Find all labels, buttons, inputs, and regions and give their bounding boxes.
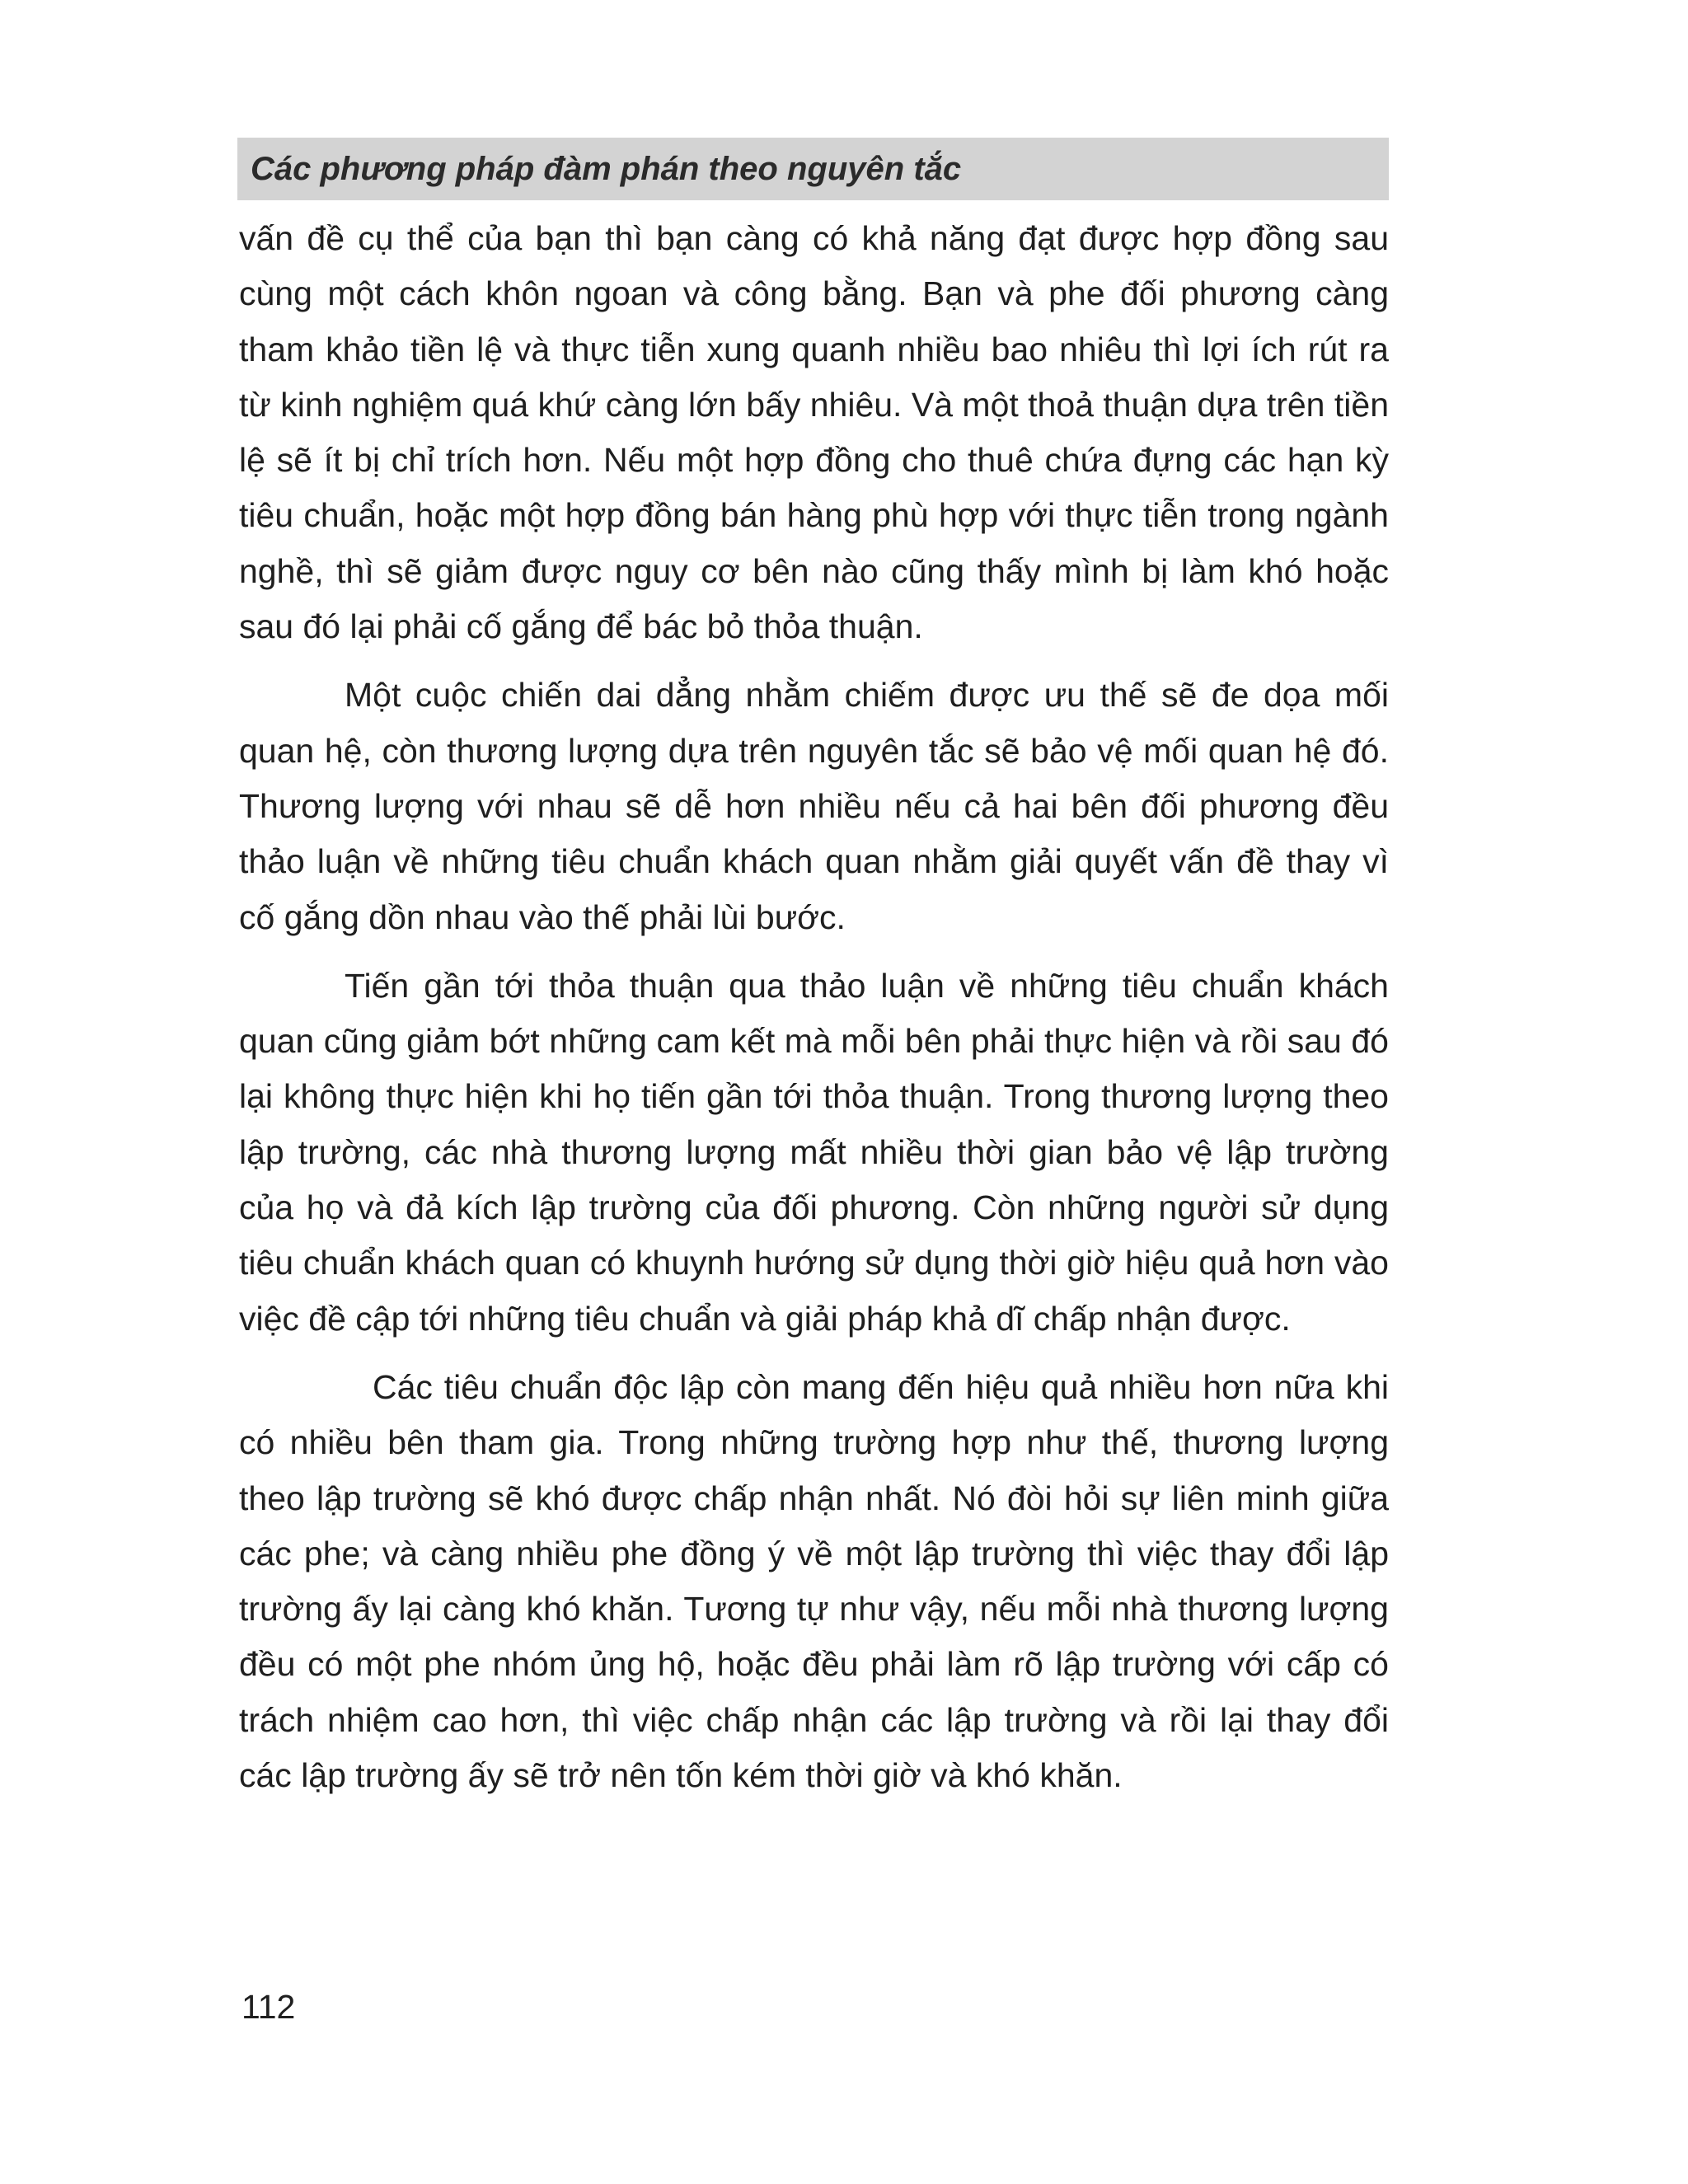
page-body	[239, 211, 1389, 1803]
paragraph-continued: vấn đề cụ thể của bạn thì bạn càng có khả năng đạt được hợp đồng sau cùng một cách khôn ngoan và công bằng. Bạn và phe đối phương càng tham khảo tiền lệ và thực tiễn xung quanh nhiều bao nhiêu thì lợi ích rút ra từ kinh nghiệm quá khứ càng lớn bấy nhiêu. Và một thoả thuận dựa trên tiền lệ sẽ ít bị chỉ trích hơn. Nếu một hợp đồng cho thuê chứa đựng các hạn kỳ tiêu chuẩn, hoặc một hợp đồng bán hàng phù hợp với thực tiễn trong ngành nghề, thì sẽ giảm được nguy cơ bên nào cũng thấy mình bị làm khó hoặc sau đó lại phải cố gắng để bác bỏ thỏa thuận.	[239, 219, 1389, 646]
paragraph: Tiến gần tới thỏa thuận qua thảo luận về những tiêu chuẩn khách quan cũng giảm bớt những cam kết mà mỗi bên phải thực hiện và rồi sau đó lại không thực hiện khi họ tiến gần tới thỏa thuận. Trong thương lượng theo lập trường, các nhà thương lượng mất nhiều thời gian bảo vệ lập trường của họ và đả kích lập trường của đối phương. Còn những người sử dụng tiêu chuẩn khách quan có khuynh hướng sử dụng thời giờ hiệu quả hơn vào việc đề cập tới những tiêu chuẩn và giải pháp khả dĩ chấp nhận được.	[239, 966, 1389, 1338]
paragraph: Một cuộc chiến dai dẳng nhằm chiếm được ưu thế sẽ đe dọa mối quan hệ, còn thương lượng dựa trên nguyên tắc sẽ bảo vệ mối quan hệ đó. Thương lượng với nhau sẽ dễ hơn nhiều nếu cả hai bên đối phương đều thảo luận về những tiêu chuẩn khách quan nhằm giải quyết vấn đề thay vì cố gắng dồn nhau vào thế phải lùi bước.	[239, 676, 1389, 936]
page-number: 112	[241, 1988, 296, 2026]
running-header-title: Các phương pháp đàm phán theo nguyên tắc	[251, 151, 962, 187]
running-header	[237, 138, 1389, 200]
paragraph: Các tiêu chuẩn độc lập còn mang đến hiệu quả nhiều hơn nữa khi có nhiều bên tham gia. Trong những trường hợp như thế, thương lượng theo lập trường sẽ khó được chấp nhận nhất. Nó đòi hỏi sự liên minh giữa các phe; và càng nhiều phe đồng ý về một lập trường thì việc thay đổi lập trường ấy lại càng khó khăn. Tương tự như vậy, nếu mỗi nhà thương lượng đều có một phe nhóm ủng hộ, hoặc đều phải làm rõ lập trường với cấp có trách nhiệm cao hơn, thì việc chấp nhận các lập trường và rồi lại thay đổi các lập trường ấy sẽ trở nên tốn kém thời giờ và khó khăn.	[239, 1367, 1389, 1795]
